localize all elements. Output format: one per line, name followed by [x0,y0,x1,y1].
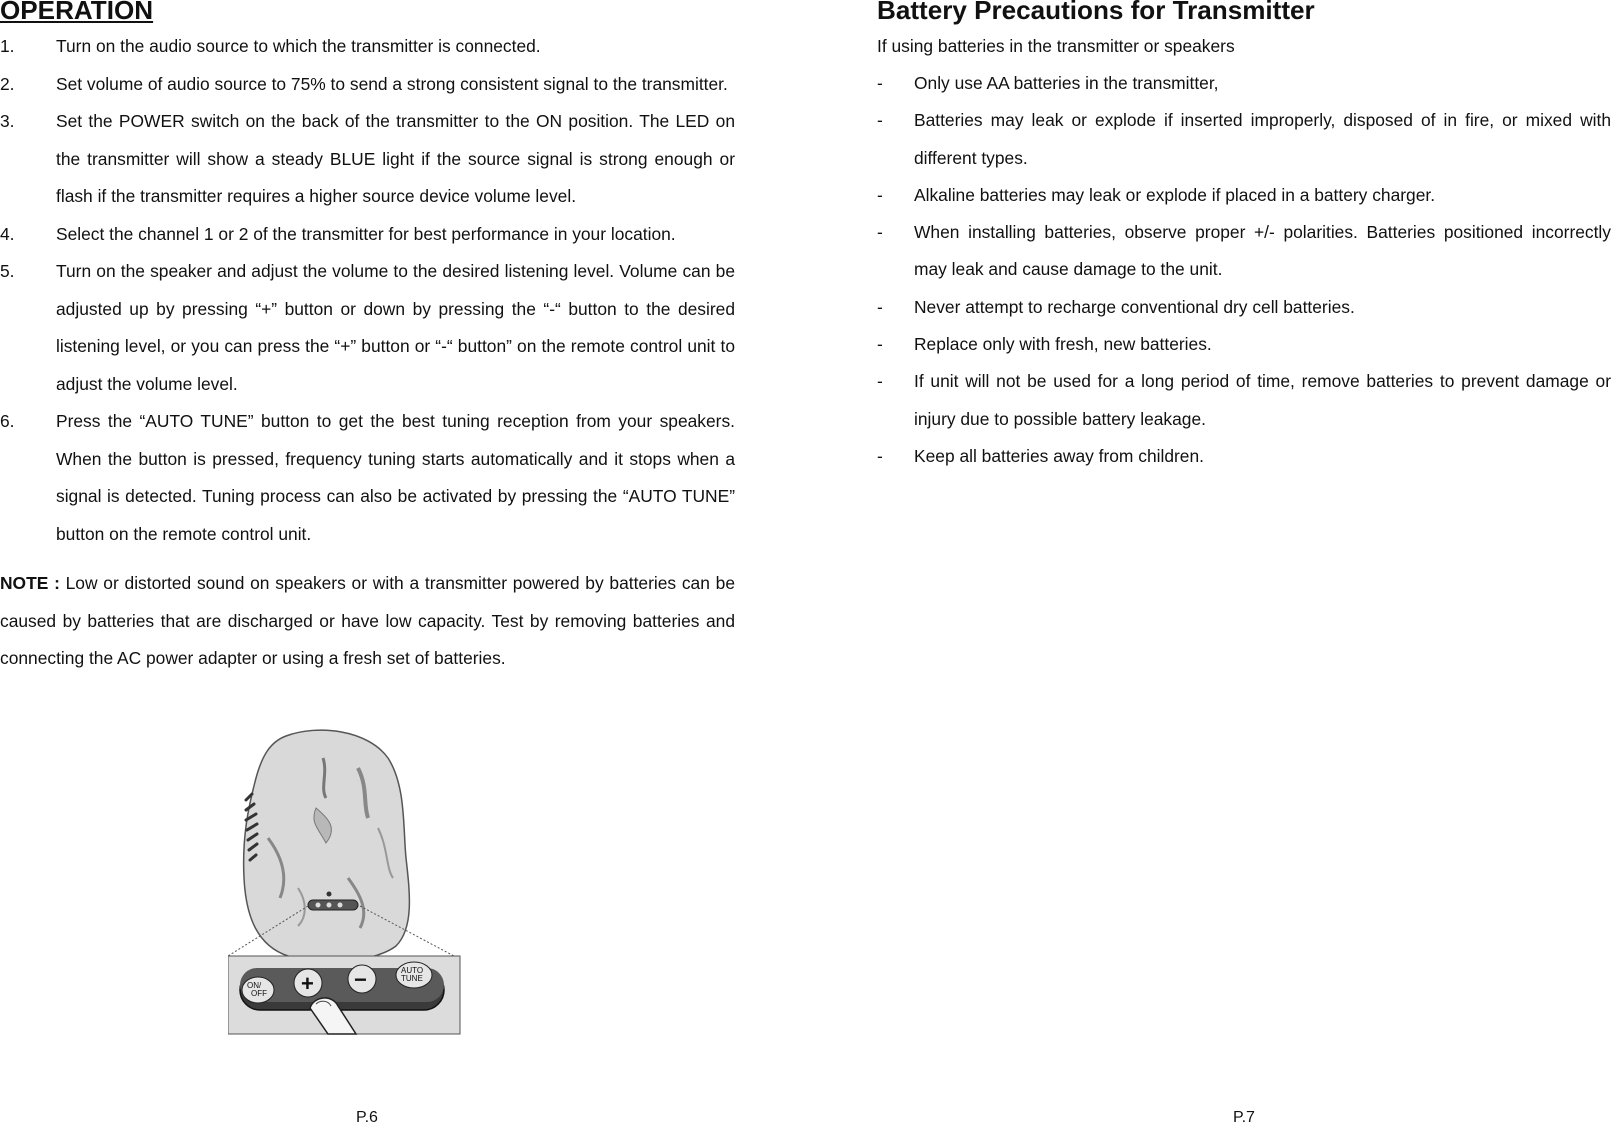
page-number-left: P.6 [356,1109,378,1126]
bullet-text: If unit will not be used for a long period of time, remove batteries to prevent damage or injury due to possible battery leakage. [914,371,1611,429]
battery-precautions-heading: Battery Precautions for Transmitter [877,0,1315,25]
onoff-label: ON/ [247,981,262,990]
bullet-text: Only use AA batteries in the transmitter, [914,73,1219,93]
step-item [0,66,735,104]
step-text: Set the POWER switch on the back of the transmitter to the ON position. The LED on the transmitter will show a steady BLUE light if the source signal is strong enough or flash if the transmitter requires a higher source device volume level. [56,111,735,206]
autotune-label: AUTO [401,966,424,975]
step-item [0,403,735,553]
step-text: Press the “AUTO TUNE” button to get the best tuning reception from your speakers. When the button is pressed, frequency tuning starts automatically and it stops when a signal is detected. Tuning process can also be activated by pressing the “AUTO TUNE” button on the remote control unit. [56,411,735,544]
bullet-text: When installing batteries, observe proper +/- polarities. Batteries positioned incorrectly may leak and cause damage to the unit. [914,222,1611,280]
bullet-dash: - [877,445,883,466]
list-item [877,289,1611,326]
list-item [877,214,1611,289]
svg-text:−: − [354,967,367,992]
bullet-text: Batteries may leak or explode if inserted improperly, disposed of in fire, or mixed with different types. [914,110,1611,168]
bullet-dash: - [877,110,883,131]
svg-text:TUNE: TUNE [401,974,423,983]
list-item [877,438,1611,475]
list-item [877,326,1611,363]
rock-speaker-illustration [228,728,468,1064]
page-number-right: P.7 [1233,1109,1255,1126]
svg-text:+: + [301,971,314,996]
bullet-dash: - [877,73,883,93]
step-number: 4. [0,223,15,244]
bullet-dash: - [877,222,883,243]
right-page [877,0,1611,475]
bullet-dash: - [877,184,883,205]
list-item [877,102,1611,177]
battery-precautions-list [877,65,1611,475]
bullet-text: Never attempt to recharge conventional dry cell batteries. [914,296,1355,317]
left-page [0,0,735,678]
step-item [0,28,735,66]
bullet-dash: - [877,334,883,355]
step-number: 1. [0,36,15,56]
step-number: 2. [0,73,15,94]
step-item [0,103,735,216]
operation-steps [0,28,735,553]
bullet-text: Alkaline batteries may leak or explode if placed in a battery charger. [914,184,1436,205]
step-number: 3. [0,111,15,131]
note-paragraph [0,565,735,678]
bullet-dash: - [877,371,883,392]
step-text: Turn on the audio source to which the transmitter is connected. [56,36,541,56]
battery-intro: If using batteries in the transmitter or speakers [877,36,1235,56]
list-item [877,177,1611,214]
list-item [877,363,1611,438]
list-item [877,65,1611,102]
step-text: Set volume of audio source to 75% to send a strong consistent signal to the transmitter. [56,73,728,94]
note-label: NOTE : [0,573,60,593]
step-text: Select the channel 1 or 2 of the transmitter for best performance in your location. [56,223,676,244]
step-item [0,253,735,403]
svg-text:OFF: OFF [251,989,267,998]
step-number: 5. [0,261,15,281]
note-text: Low or distorted sound on speakers or with a transmitter powered by batteries can be caused by batteries that are discharged or have low capacity. Test by removing batteries and connecting the AC power adapter or using a fresh set of batteries. [0,573,735,668]
step-number: 6. [0,411,15,431]
bullet-text: Keep all batteries away from children. [914,445,1204,466]
step-item [0,216,735,254]
step-text: Turn on the speaker and adjust the volume to the desired listening level. Volume can be adjusted up by pressing “+” button or down by pressing the “-“ button to the desired listening level, or you can press the “+” button or “-“ button” on the remote control unit to adjust the volume level. [56,261,735,394]
operation-heading: OPERATION [0,0,154,25]
bullet-dash: - [877,296,883,317]
bullet-text: Replace only with fresh, new batteries. [914,334,1212,355]
